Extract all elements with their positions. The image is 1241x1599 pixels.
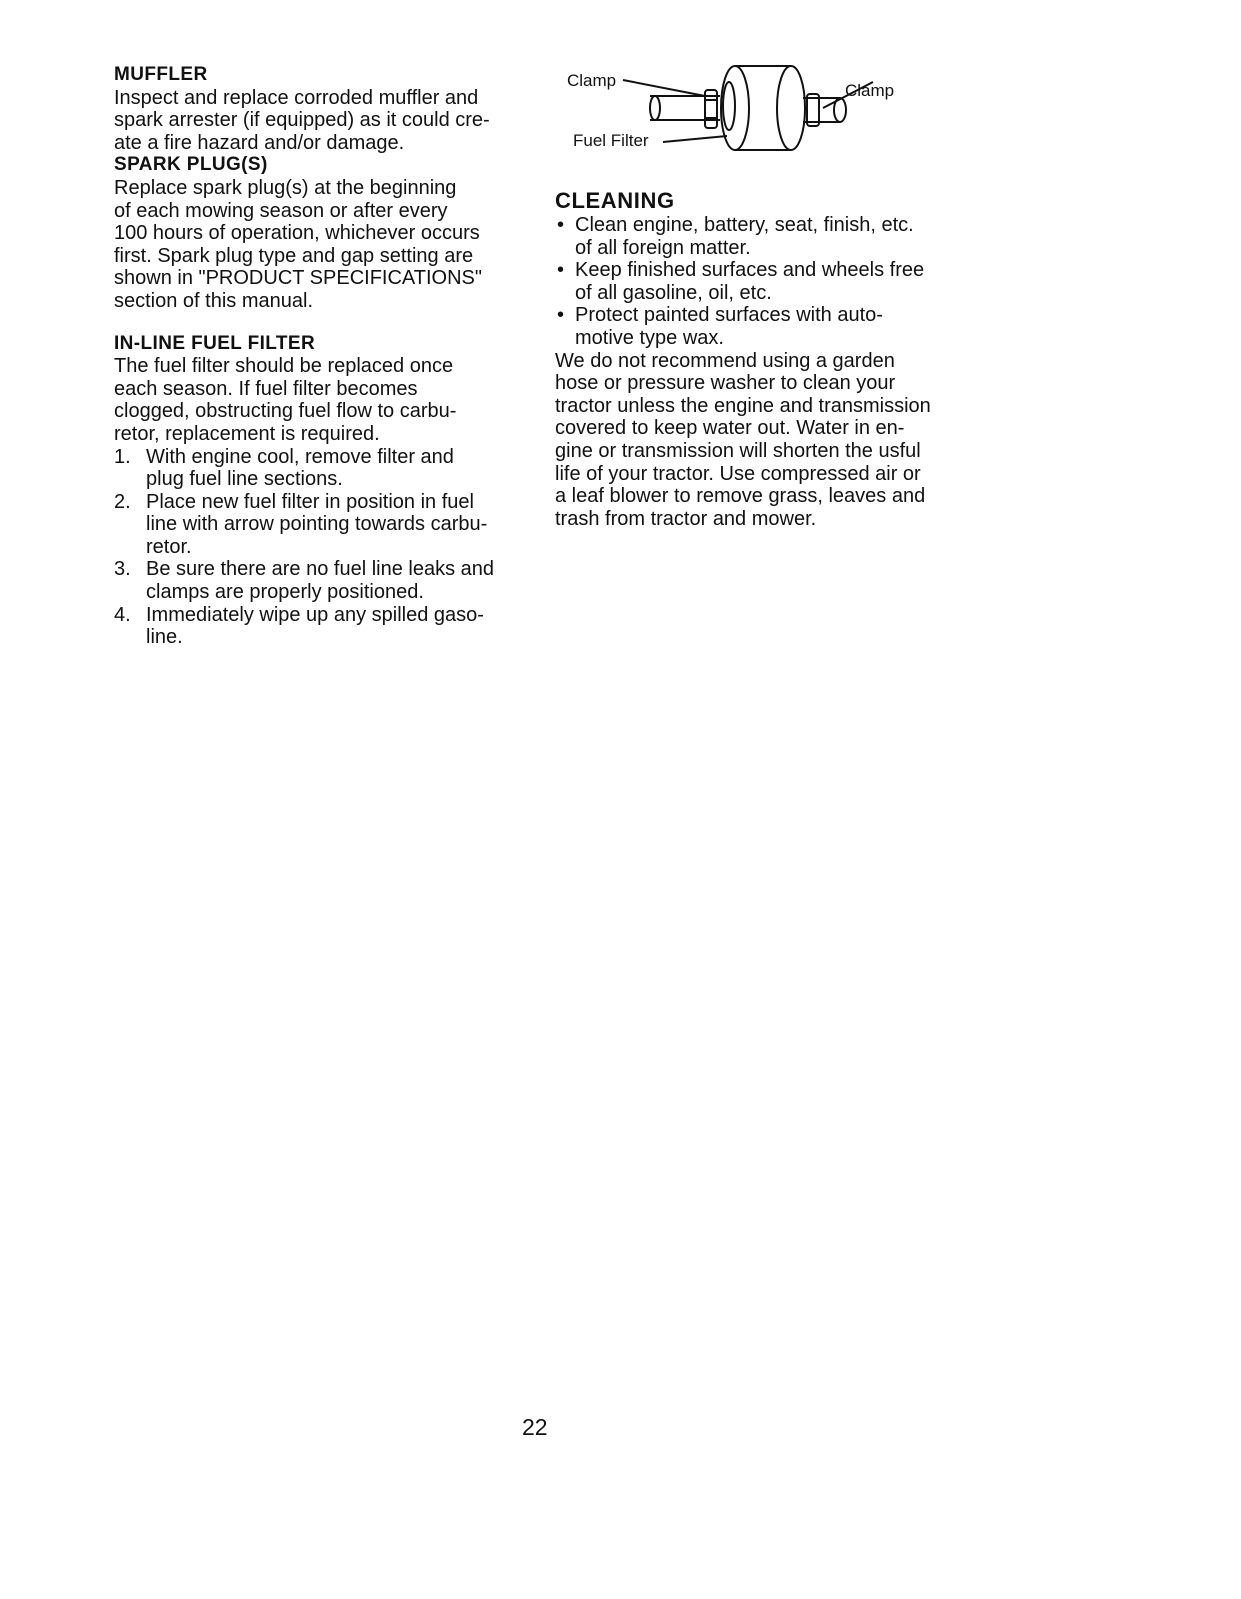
clamp-label-right: Clamp bbox=[845, 81, 895, 100]
text-line: Place new fuel filter in position in fuel bbox=[146, 490, 474, 513]
step-number: 1. bbox=[114, 445, 131, 468]
page-number: 22 bbox=[522, 1414, 548, 1440]
cleaning-paragraph bbox=[555, 350, 985, 531]
text-line: Keep finished surfaces and wheels free bbox=[575, 259, 925, 282]
text-line: motive type wax. bbox=[575, 326, 724, 349]
bullet-icon: • bbox=[557, 259, 565, 282]
text-line: Protect painted surfaces with auto- bbox=[575, 304, 883, 327]
bullet-item bbox=[555, 214, 985, 259]
text-line: spark arrester (if equipped) as it could cre- bbox=[114, 109, 490, 132]
text-line: covered to keep water out. Water in en- bbox=[555, 417, 905, 440]
text-line: Replace spark plug(s) at the beginning bbox=[114, 176, 457, 199]
text-line: With engine cool, remove filter and bbox=[146, 445, 454, 468]
fuel-filter-steps bbox=[114, 446, 534, 649]
clamp-label-left: Clamp bbox=[567, 71, 617, 90]
text-line: of all gasoline, oil, etc. bbox=[575, 281, 772, 304]
cleaning-section bbox=[555, 188, 985, 530]
text-line: shown in "PRODUCT SPECIFICATIONS" bbox=[114, 267, 482, 290]
text-line: each season. If fuel filter becomes bbox=[114, 377, 418, 400]
step-item bbox=[114, 604, 534, 649]
fuel-filter-label: Fuel Filter bbox=[573, 131, 649, 150]
step-number: 4. bbox=[114, 603, 131, 626]
text-line: Be sure there are no fuel line leaks and bbox=[146, 558, 494, 581]
fuel-filter-section bbox=[114, 333, 534, 649]
text-line: gine or transmission will shorten the usful bbox=[555, 439, 921, 462]
step-number: 3. bbox=[114, 558, 131, 581]
step-item bbox=[114, 446, 534, 491]
section-spacer bbox=[114, 313, 534, 333]
text-line: Inspect and replace corroded muffler and bbox=[114, 86, 479, 109]
fuel-filter-illustration bbox=[555, 60, 985, 188]
bullet-icon: • bbox=[557, 214, 565, 236]
text-line: life of your tractor. Use compressed air or bbox=[555, 462, 921, 485]
text-line: We do not recommend using a garden bbox=[555, 349, 895, 372]
text-line: of all foreign matter. bbox=[575, 236, 751, 259]
muffler-heading: MUFFLER bbox=[114, 64, 208, 85]
step-item bbox=[114, 558, 534, 603]
bullet-icon: • bbox=[557, 304, 565, 327]
bullet-item bbox=[555, 304, 985, 349]
muffler-section bbox=[114, 64, 534, 154]
text-line: line. bbox=[146, 626, 183, 649]
spark-plug-heading: SPARK PLUG(S) bbox=[114, 154, 268, 176]
left-column bbox=[114, 64, 534, 649]
cleaning-heading: CLEANING bbox=[555, 188, 675, 213]
text-line: Immediately wipe up any spilled gaso- bbox=[146, 603, 484, 626]
right-column bbox=[555, 60, 985, 530]
text-line: a leaf blower to remove grass, leaves and bbox=[555, 485, 926, 508]
text-line: clogged, obstructing fuel flow to carbu- bbox=[114, 400, 457, 423]
spark-plug-section bbox=[114, 154, 534, 312]
step-number: 2. bbox=[114, 490, 131, 513]
text-line: tractor unless the engine and transmission bbox=[555, 394, 931, 417]
step-item bbox=[114, 491, 534, 559]
text-line: retor, replacement is required. bbox=[114, 422, 380, 445]
text-line: line with arrow pointing towards carbu- bbox=[146, 513, 488, 536]
text-line: of each mowing season or after every bbox=[114, 199, 448, 222]
text-line: 100 hours of operation, whichever occurs bbox=[114, 222, 480, 245]
text-line: The fuel filter should be replaced once bbox=[114, 355, 454, 378]
text-line: clamps are properly positioned. bbox=[146, 581, 424, 604]
text-line: hose or pressure washer to clean your bbox=[555, 372, 896, 395]
fuel-filter-heading: IN-LINE FUEL FILTER bbox=[114, 332, 316, 354]
bullet-item bbox=[555, 259, 985, 304]
fuel-filter-figure bbox=[555, 60, 985, 188]
text-line: plug fuel line sections. bbox=[146, 468, 343, 491]
text-line: section of this manual. bbox=[114, 289, 313, 312]
spark-plug-text bbox=[114, 177, 534, 313]
text-line: trash from tractor and mower. bbox=[555, 507, 817, 530]
fuel-filter-text bbox=[114, 355, 534, 445]
text-line: retor. bbox=[146, 535, 192, 558]
text-line: ate a fire hazard and/or damage. bbox=[114, 131, 405, 154]
text-line: first. Spark plug type and gap setting are bbox=[114, 244, 474, 267]
cleaning-bullets bbox=[555, 214, 985, 350]
muffler-text bbox=[114, 87, 534, 155]
text-line: Clean engine, battery, seat, finish, etc. bbox=[575, 214, 914, 236]
